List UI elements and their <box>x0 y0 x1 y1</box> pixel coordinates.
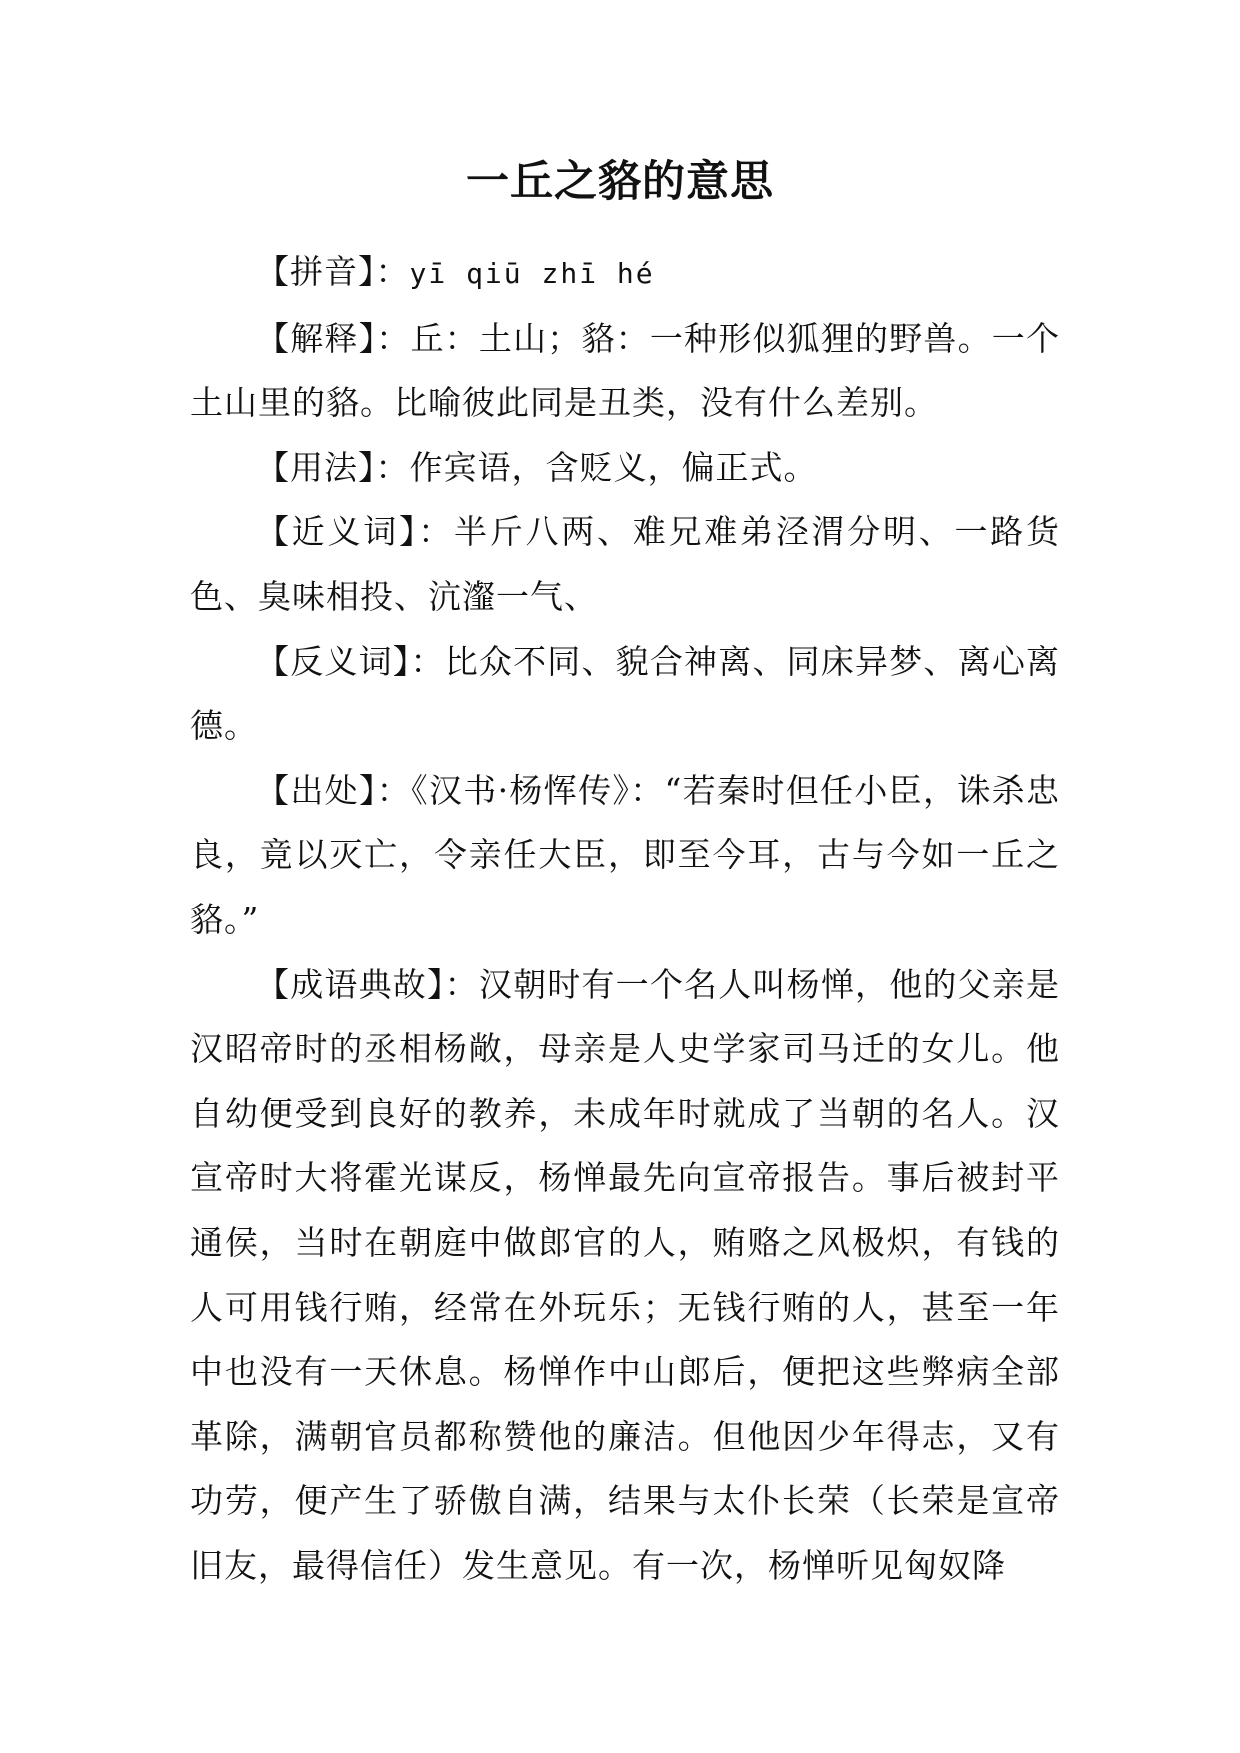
entry-text: 比众不同、貌合神离、同床异梦、离心离德。 <box>190 641 1061 746</box>
entry-text: 半斤八两、难兄难弟泾渭分明、一路货色、臭味相投、沆瀣一气、 <box>190 512 1060 616</box>
entry-label: 【出处】： <box>256 770 412 810</box>
entry-synonyms <box>190 500 1060 629</box>
entry-label: 【成语典故】： <box>256 964 479 1004</box>
entry-text: yī qiū zhī hé <box>409 257 655 290</box>
entry-antonyms <box>190 630 1060 759</box>
entry-label: 【拼音】： <box>256 252 410 291</box>
entry-label: 【解释】： <box>256 318 411 358</box>
document-body <box>190 240 1060 1598</box>
entry-label: 【反义词】： <box>256 641 445 681</box>
entry-usage <box>190 436 1060 501</box>
entry-pinyin <box>190 240 1060 307</box>
entry-label: 【近义词】： <box>256 512 454 552</box>
entry-text: 丘：土山；貉：一种形似狐狸的野兽。一个土山里的貉。比喻彼此同是丑类，没有什么差别。 <box>190 318 1061 423</box>
entry-explanation <box>190 307 1060 436</box>
entry-text: 汉朝时有一个名人叫杨惮，他的父亲是汉昭帝时的丞相杨敞，母亲是人史学家司马迁的女儿。他自幼便受到良好的教养，未成年时就成了当朝的名人。汉宣帝时大将霍光谋反，杨惮最先向宣帝报告。事后被封平通侯，当时在朝庭中做郎官的人，贿赂之风极炽，有钱的人可用钱行贿，经常在外玩乐；无钱行贿的人，甚至一年中也没有一天休息。杨惮作中山郎后，便把这些弊病全部革除，满朝官员都称赞他的廉洁。但他因少年得志，又有功劳，便产生了骄傲自满，结果与太仆长荣（长荣是宣帝旧友，最得信任）发生意见。有一次，杨惮听见匈奴降 <box>190 964 1061 1585</box>
entry-story <box>190 953 1060 1599</box>
entry-label: 【用法】： <box>256 447 410 487</box>
entry-text: 作宾语，含贬义，偏正式。 <box>409 447 818 487</box>
entry-source <box>190 759 1060 953</box>
page-title: 一丘之貉的意思 <box>466 157 774 207</box>
entry-text: 《汉书·杨恽传》：“若秦时但任小臣，诛杀忠良，竟以灭亡，令亲任大臣，即至今耳，古与今如一丘之貉。” <box>190 770 1060 939</box>
